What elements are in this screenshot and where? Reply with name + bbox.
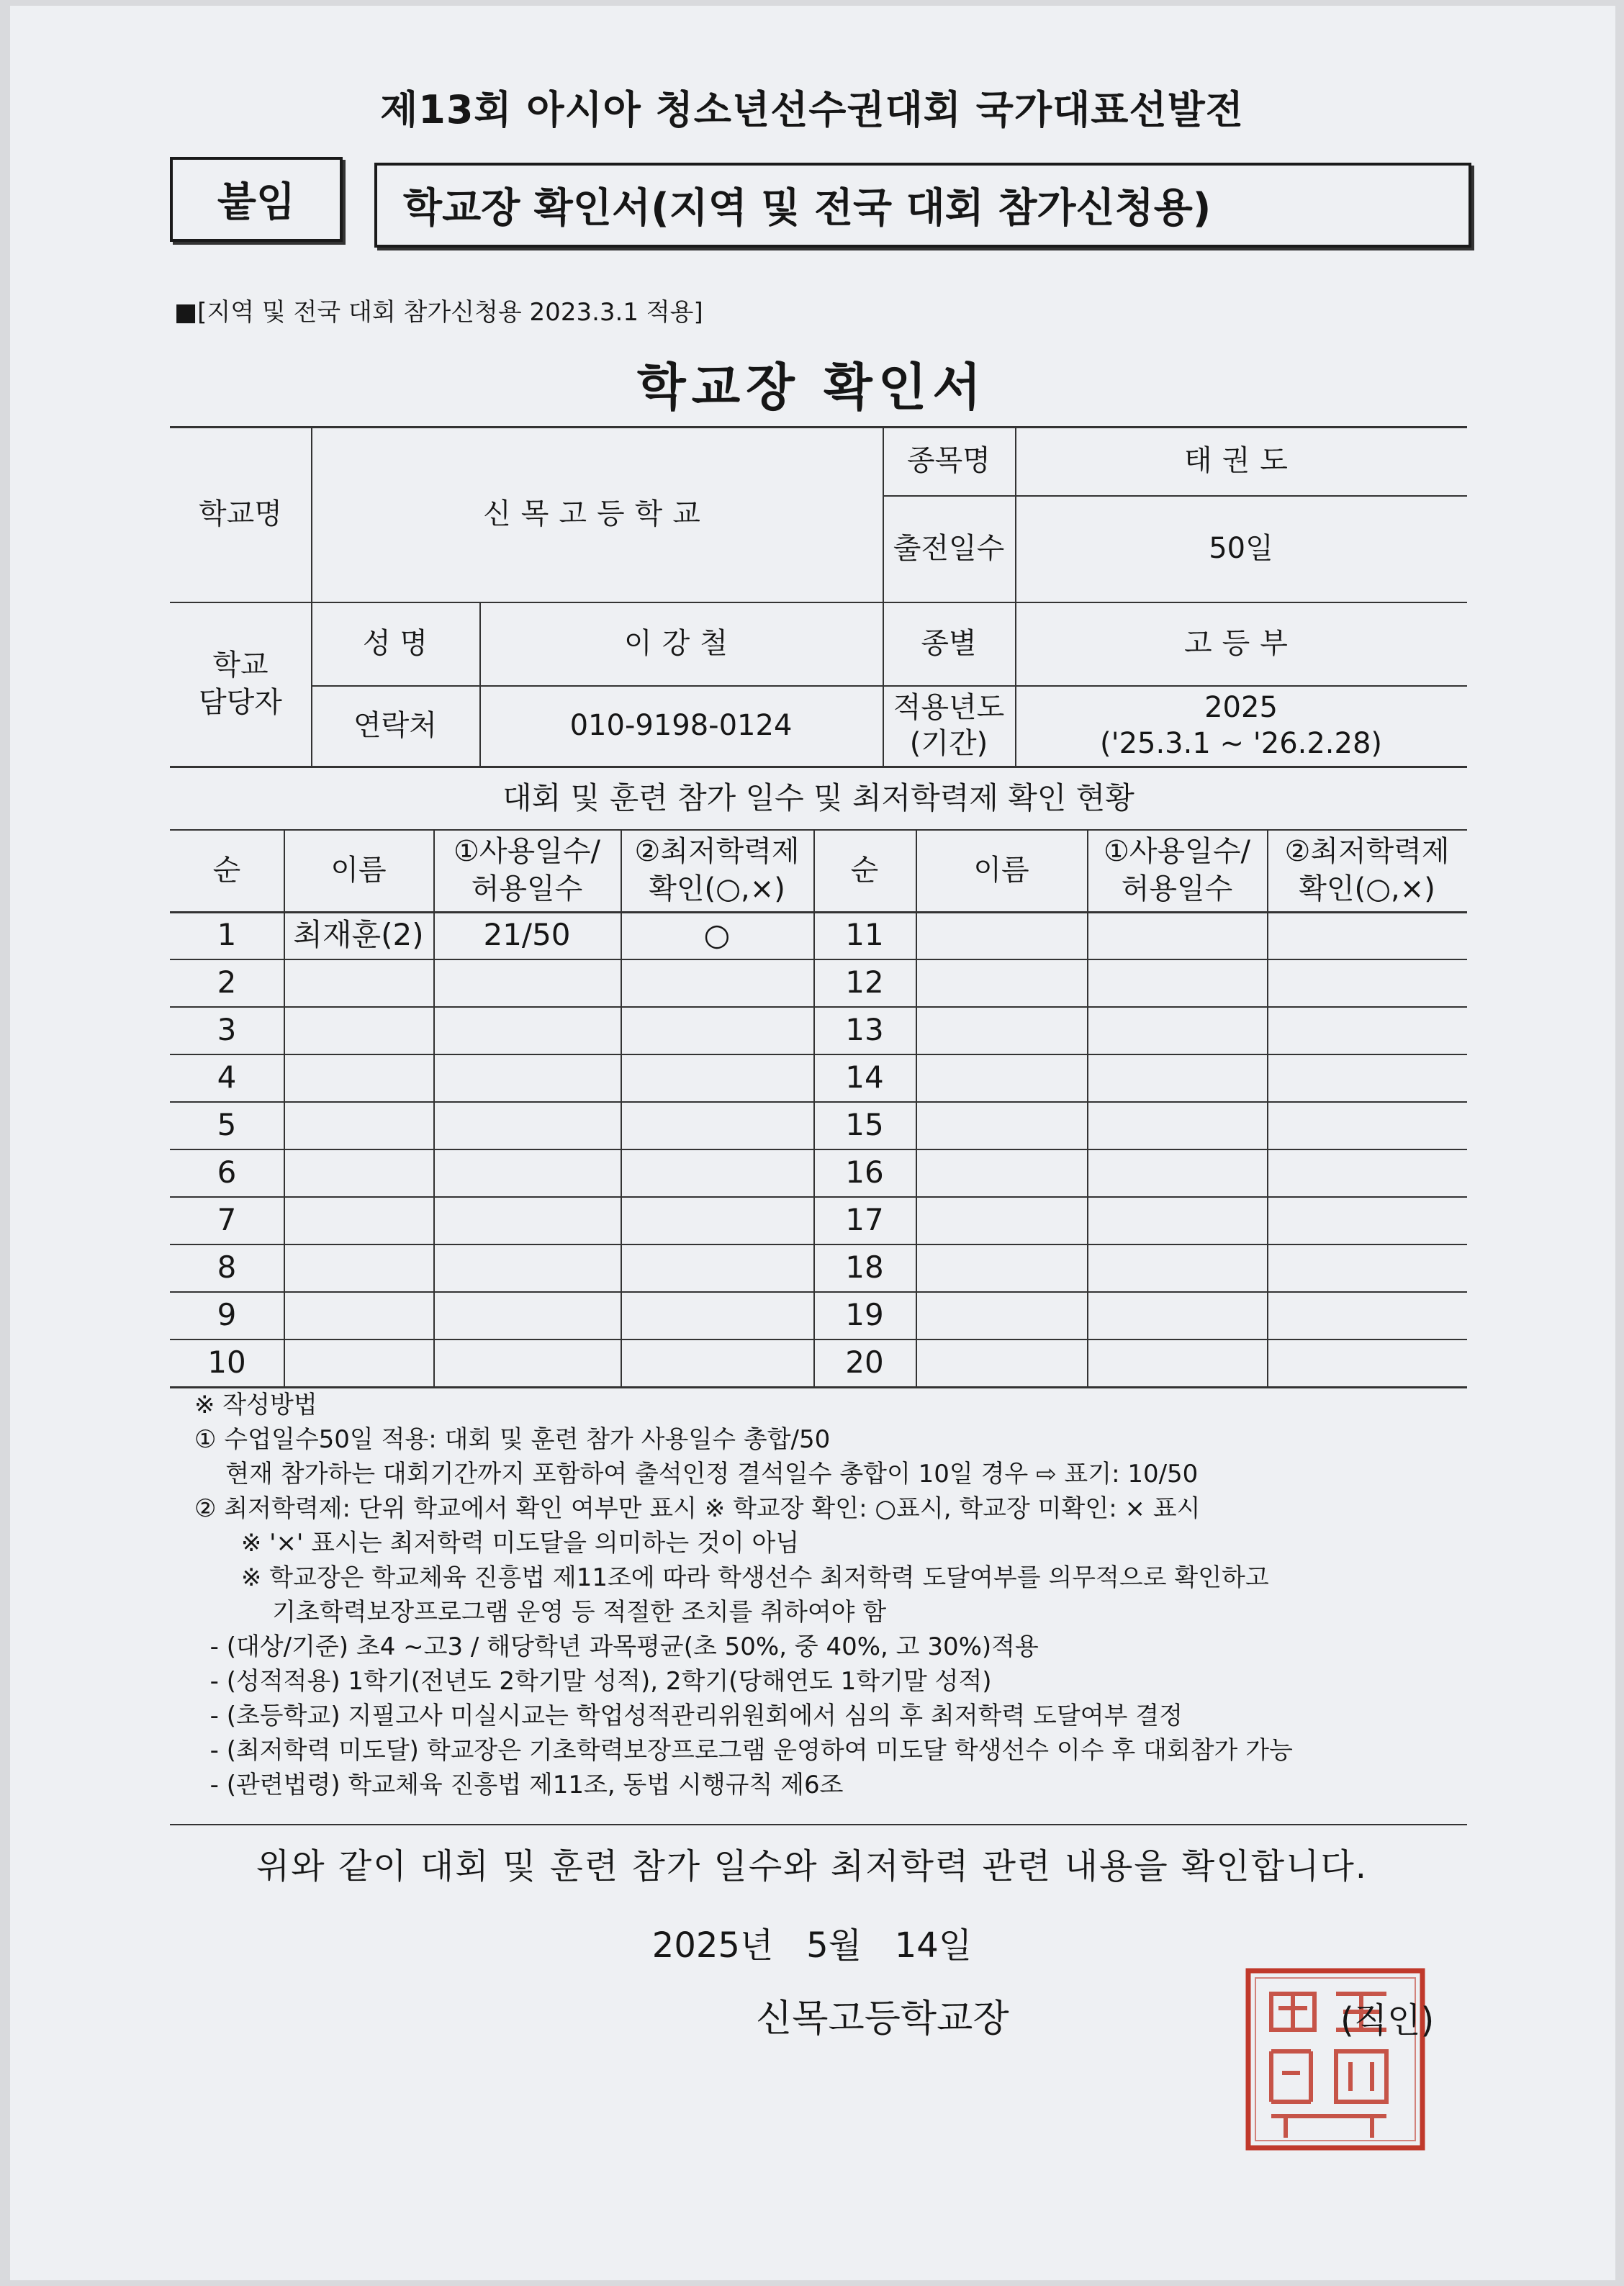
status-right-seq-cell: 12 <box>845 964 884 1000</box>
notes-bottom-line <box>170 1824 1467 1825</box>
status-right-seq-cell: 11 <box>845 916 884 952</box>
status-left-days-cell <box>433 959 621 1006</box>
form-title: 학교장 확인서(지역 및 전국 대회 참가신청용) <box>403 185 1212 232</box>
status-left-seq-cell: 9 <box>217 1296 237 1332</box>
sport-value: 태권도 <box>1184 444 1298 477</box>
division-label: 종별 <box>921 627 977 660</box>
status-right-days-cell <box>1087 911 1267 959</box>
instruction-line: ※ '×' 표시는 최저학력 미도달을 의미하는 것이 아님 <box>194 1529 800 1558</box>
status-left-check-cell <box>621 1339 813 1386</box>
writing-instructions <box>194 1388 1490 1802</box>
status-right-check-cell <box>1267 959 1467 1006</box>
status-right-days-cell <box>1087 1244 1267 1291</box>
col-header-seq-left: 순 <box>212 854 241 887</box>
school-name-value: 신목고등학교 <box>483 497 710 530</box>
status-right-days-cell <box>1087 1006 1267 1054</box>
status-right-name-cell <box>916 1149 1087 1196</box>
status-left-name-cell <box>284 1196 433 1244</box>
applicability-note: ■[지역 및 전국 대회 참가신청용 2023.3.1 적용] <box>174 298 703 327</box>
division-value: 고등부 <box>1184 627 1298 660</box>
status-left-check-cell <box>621 959 813 1006</box>
status-right-days-cell <box>1087 1054 1267 1101</box>
status-left-name-cell: 최재훈(2) <box>293 916 424 952</box>
principal-title: 신목고등학교장 <box>756 1997 1009 2041</box>
instruction-line: - (대상/기준) 초4 ~고3 / 해당학년 과목평균(초 50%, 중 40%, 고 30%)적용 <box>194 1632 1039 1661</box>
manager-name-label: 성 명 <box>363 627 428 660</box>
status-right-days-cell <box>1087 1101 1267 1149</box>
status-left-name-cell <box>284 959 433 1006</box>
status-right-check-cell <box>1267 1054 1467 1101</box>
issue-date: 2025년 5월 14일 <box>651 1925 973 1966</box>
status-right-seq-cell: 17 <box>845 1201 884 1237</box>
status-right-name-cell <box>916 1006 1087 1054</box>
confirmation-statement: 위와 같이 대회 및 훈련 참가 일수와 최저학력 관련 내용을 확인합니다. <box>256 1846 1368 1887</box>
status-right-check-cell <box>1267 1244 1467 1291</box>
instruction-line: 현재 참가하는 대회기간까지 포함하여 출석인정 결석일수 총합이 10일 경우 ⇨ 표기: 10/50 <box>194 1460 1199 1488</box>
status-left-days-cell <box>433 1101 621 1149</box>
applicable-year-value: 2025 <box>1204 691 1278 724</box>
status-left-check-cell <box>621 1291 813 1339</box>
instruction-line: - (관련법령) 학교체육 진흥법 제11조, 동법 시행규칙 제6조 <box>194 1771 844 1799</box>
status-left-days-cell <box>433 1006 621 1054</box>
instruction-line: ① 수업일수50일 적용: 대회 및 훈련 참가 사용일수 총합/50 <box>194 1425 831 1454</box>
manager-name-value: 이강철 <box>624 627 738 660</box>
col-header-seq-right: 순 <box>850 854 879 887</box>
status-left-seq-cell: 6 <box>217 1154 237 1190</box>
status-left-name-cell <box>284 1291 433 1339</box>
status-left-seq-cell: 1 <box>217 916 237 952</box>
status-right-name-cell <box>916 1291 1087 1339</box>
col-header-name-left: 이름 <box>330 854 387 887</box>
participation-days-value: 50일 <box>1209 532 1273 565</box>
status-left-check-cell <box>621 1054 813 1101</box>
status-left-seq-cell: 5 <box>217 1106 237 1142</box>
status-right-check-cell <box>1267 1149 1467 1196</box>
status-right-days-cell <box>1087 1339 1267 1386</box>
status-right-days-cell <box>1087 1196 1267 1244</box>
applicable-year-label: 적용년도 (기간) <box>893 691 1005 760</box>
seal-label: (직인) <box>1340 2000 1435 2041</box>
instruction-line: ② 최저학력제: 단위 학교에서 확인 여부만 표시 ※ 학교장 확인: ○표시, 학교장 미확인: × 표시 <box>194 1494 1201 1523</box>
status-left-seq-cell: 4 <box>217 1059 237 1095</box>
status-left-check-cell <box>621 1149 813 1196</box>
applicable-year-cell <box>1015 685 1467 766</box>
status-left-name-cell <box>284 1149 433 1196</box>
col-header-name-right: 이름 <box>973 854 1029 887</box>
status-right-check-cell <box>1267 1339 1467 1386</box>
status-left-days-cell <box>433 1149 621 1196</box>
status-right-check-cell <box>1267 911 1467 959</box>
main-title: 제13회 아시아 청소년선수권대회 국가대표선발전 <box>380 87 1244 132</box>
form-title-box <box>374 163 1471 248</box>
status-right-check-cell <box>1267 1196 1467 1244</box>
status-right-name-cell <box>916 1339 1087 1386</box>
contact-label: 연락처 <box>353 709 437 742</box>
status-left-days-cell <box>433 1339 621 1386</box>
instructions-heading: ※ 작성방법 <box>194 1391 317 1419</box>
status-left-days-cell <box>433 1054 621 1101</box>
participation-days-label: 출전일수 <box>893 532 1005 565</box>
col-header-days-left: ①사용일수/ 허용일수 <box>454 835 600 905</box>
status-left-seq-cell: 3 <box>217 1011 237 1047</box>
status-right-days-cell <box>1087 959 1267 1006</box>
school-manager-label: 학교 담당자 <box>199 649 282 719</box>
instruction-line: - (성적적용) 1학기(전년도 2학기말 성적), 2학기(당해연도 1학기말 성적) <box>194 1667 992 1696</box>
status-left-check-cell <box>621 1196 813 1244</box>
status-right-seq-cell: 13 <box>845 1011 884 1047</box>
status-table-title: 대회 및 훈련 참가 일수 및 최저학력제 확인 현황 <box>502 780 1134 816</box>
status-left-check-cell <box>621 1006 813 1054</box>
applicable-period-value: ('25.3.1 ~ '26.2.28) <box>1099 727 1383 760</box>
status-left-name-cell <box>284 1006 433 1054</box>
status-right-name-cell <box>916 1244 1087 1291</box>
status-left-seq-cell: 8 <box>217 1249 237 1285</box>
status-right-check-cell <box>1267 1291 1467 1339</box>
status-right-days-cell <box>1087 1291 1267 1339</box>
info-table-bottom-line <box>170 766 1467 768</box>
document-subtitle: 학교장 확인서 <box>636 358 988 417</box>
status-right-seq-cell: 16 <box>845 1154 884 1190</box>
col-header-days-right: ①사용일수/ 허용일수 <box>1104 835 1250 905</box>
status-left-days-cell <box>433 1196 621 1244</box>
status-left-name-cell <box>284 1054 433 1101</box>
status-left-check-cell: ○ <box>703 916 731 952</box>
instruction-line: - (초등학교) 지필고사 미실시교는 학업성적관리위원회에서 심의 후 최저학력 도달여부 결정 <box>194 1702 1183 1730</box>
attachment-label: 붙임 <box>217 179 296 226</box>
school-name-label: 학교명 <box>199 497 282 530</box>
status-right-seq-cell: 14 <box>845 1059 884 1095</box>
status-left-seq-cell: 7 <box>217 1201 237 1237</box>
status-left-seq-cell: 2 <box>217 964 237 1000</box>
status-right-name-cell <box>916 911 1087 959</box>
status-left-check-cell <box>621 1244 813 1291</box>
col-header-check-left: ②최저학력제 확인(○,×) <box>634 835 800 905</box>
col-header-check-right: ②최저학력제 확인(○,×) <box>1284 835 1450 905</box>
status-left-name-cell <box>284 1339 433 1386</box>
status-left-name-cell <box>284 1244 433 1291</box>
status-right-seq-cell: 20 <box>845 1344 884 1380</box>
status-right-name-cell <box>916 959 1087 1006</box>
status-left-check-cell <box>621 1101 813 1149</box>
status-left-days-cell: 21/50 <box>483 916 571 952</box>
instruction-line: - (최저학력 미도달) 학교장은 기초학력보장프로그램 운영하여 미도달 학생선수 이수 후 대회참가 가능 <box>194 1736 1293 1765</box>
status-right-check-cell <box>1267 1006 1467 1054</box>
contact-value: 010-9198-0124 <box>569 709 793 742</box>
instruction-line: 기초학력보장프로그램 운영 등 적절한 조치를 취하여야 함 <box>194 1598 887 1627</box>
status-right-days-cell <box>1087 1149 1267 1196</box>
sport-label: 종목명 <box>907 444 991 477</box>
status-right-seq-cell: 15 <box>845 1106 884 1142</box>
status-right-name-cell <box>916 1101 1087 1149</box>
status-left-days-cell <box>433 1244 621 1291</box>
status-right-seq-cell: 19 <box>845 1296 884 1332</box>
status-right-name-cell <box>916 1054 1087 1101</box>
instruction-line: ※ 학교장은 학교체육 진흥법 제11조에 따라 학생선수 최저학력 도달여부를 의무적으로 확인하고 <box>194 1563 1269 1592</box>
status-right-seq-cell: 18 <box>845 1249 884 1285</box>
status-left-days-cell <box>433 1291 621 1339</box>
status-left-name-cell <box>284 1101 433 1149</box>
status-right-check-cell <box>1267 1101 1467 1149</box>
attachment-label-box <box>170 157 343 242</box>
status-right-name-cell <box>916 1196 1087 1244</box>
status-left-seq-cell: 10 <box>207 1344 246 1380</box>
